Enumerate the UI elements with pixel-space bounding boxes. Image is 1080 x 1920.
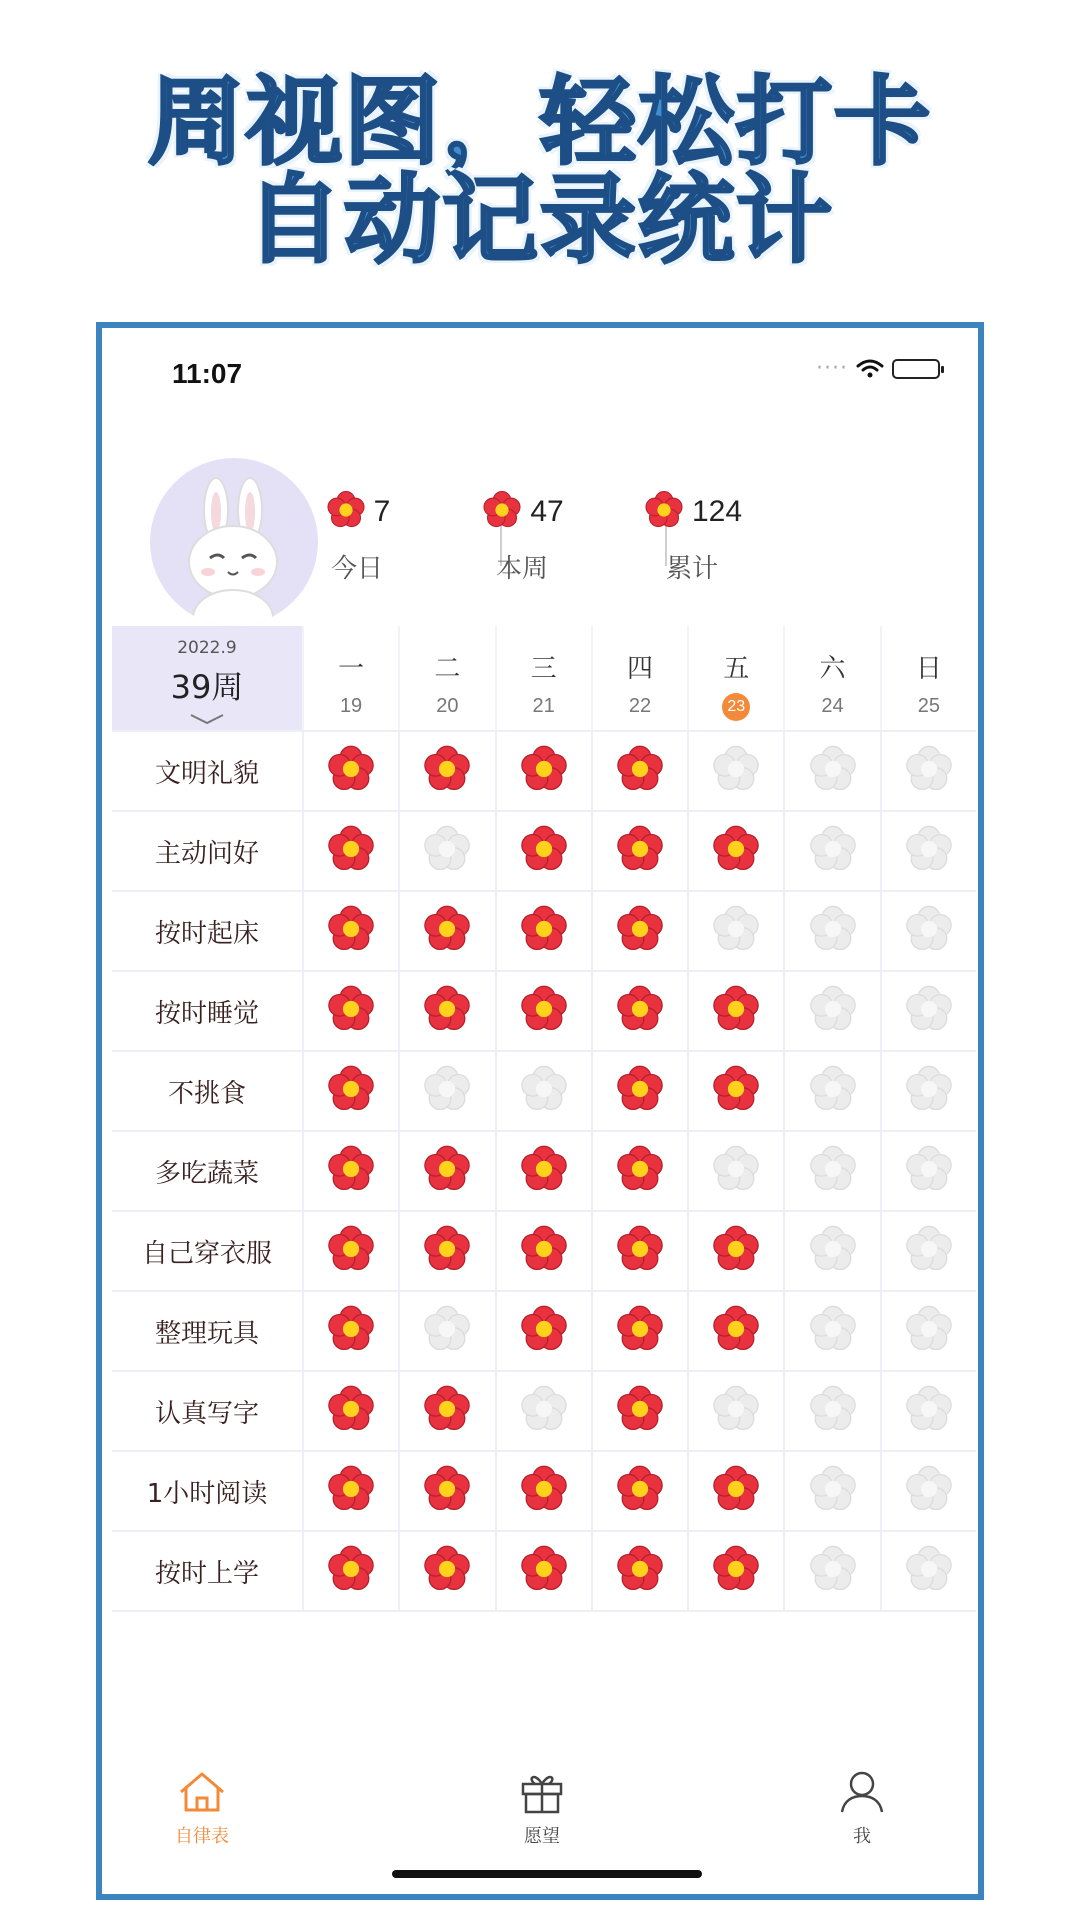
flower-checked-cell[interactable] xyxy=(687,1532,783,1610)
day-name: 日 xyxy=(915,654,942,684)
flower-unchecked-cell[interactable] xyxy=(880,812,976,890)
flower-unchecked-cell[interactable] xyxy=(783,1452,879,1530)
flower-checked-cell[interactable] xyxy=(591,1132,687,1210)
red-flower-icon xyxy=(420,1222,474,1280)
phone-screen xyxy=(96,322,984,1900)
habit-name[interactable]: 按时睡觉 xyxy=(154,998,259,1029)
grey-flower-icon xyxy=(806,1222,860,1280)
flower-checked-cell[interactable] xyxy=(687,1212,783,1290)
stat-total-value: 124 xyxy=(691,495,743,528)
day-header-5 xyxy=(687,626,783,730)
tab-discipline[interactable] xyxy=(122,1768,282,1848)
grey-flower-icon xyxy=(806,1142,860,1200)
red-flower-icon xyxy=(613,1542,667,1600)
grey-flower-icon xyxy=(709,742,763,800)
flower-unchecked-cell[interactable] xyxy=(880,1132,976,1210)
flower-checked-cell[interactable] xyxy=(495,1132,591,1210)
flower-unchecked-cell[interactable] xyxy=(783,1292,879,1370)
flower-unchecked-cell[interactable] xyxy=(880,1372,976,1450)
flower-unchecked-cell[interactable] xyxy=(687,892,783,970)
red-flower-icon xyxy=(420,1542,474,1600)
grey-flower-icon xyxy=(902,1142,956,1200)
grey-flower-icon xyxy=(902,1382,956,1440)
day-name: 五 xyxy=(723,654,750,684)
red-flower-icon xyxy=(613,1382,667,1440)
headline-line-1: 周视图，轻松打卡 xyxy=(148,66,932,178)
red-flower-icon xyxy=(420,982,474,1040)
grey-flower-icon xyxy=(806,1382,860,1440)
stat-week-value: 47 xyxy=(530,495,564,528)
red-flower-icon xyxy=(613,822,667,880)
flower-checked-cell[interactable] xyxy=(591,1292,687,1370)
flower-checked-cell[interactable] xyxy=(398,1532,494,1610)
habit-rows xyxy=(112,730,976,1610)
signal-icon: ···· xyxy=(816,356,848,381)
red-flower-icon xyxy=(517,742,571,800)
habit-row xyxy=(112,1210,976,1290)
red-flower-icon xyxy=(613,1462,667,1520)
red-flower-icon xyxy=(324,982,378,1040)
flower-checked-cell[interactable] xyxy=(591,892,687,970)
habit-name[interactable]: 不挑食 xyxy=(167,1078,246,1109)
flower-checked-cell[interactable] xyxy=(398,1372,494,1450)
flower-checked-cell[interactable] xyxy=(591,1052,687,1130)
flower-checked-cell[interactable] xyxy=(495,812,591,890)
flower-unchecked-cell[interactable] xyxy=(880,1532,976,1610)
stat-today-value: 7 xyxy=(373,495,391,528)
flower-checked-cell[interactable] xyxy=(398,1452,494,1530)
red-flower-icon xyxy=(517,1542,571,1600)
flower-checked-cell[interactable] xyxy=(495,892,591,970)
habit-name[interactable]: 多吃蔬菜 xyxy=(154,1158,259,1189)
day-name: 一 xyxy=(338,654,365,684)
flower-unchecked-cell[interactable] xyxy=(783,892,879,970)
flower-unchecked-cell[interactable] xyxy=(783,1212,879,1290)
habit-row xyxy=(112,970,976,1050)
stat-today-label: 今日 xyxy=(330,554,383,584)
today-date-badge: 23 xyxy=(722,693,750,721)
flower-icon xyxy=(642,488,686,536)
red-flower-icon xyxy=(324,742,378,800)
flower-unchecked-cell[interactable] xyxy=(398,1052,494,1130)
stat-total xyxy=(617,488,767,585)
battery-icon xyxy=(892,359,940,379)
grey-flower-icon xyxy=(902,1302,956,1360)
flower-checked-cell[interactable] xyxy=(495,732,591,810)
flower-checked-cell[interactable] xyxy=(687,1052,783,1130)
bottom-tab-bar xyxy=(102,1768,978,1878)
habit-name[interactable]: 认真写字 xyxy=(154,1398,259,1429)
grey-flower-icon xyxy=(806,1542,860,1600)
flower-checked-cell[interactable] xyxy=(398,892,494,970)
day-header-1 xyxy=(302,626,398,730)
status-time: 11:07 xyxy=(172,358,243,389)
habit-name[interactable]: 自己穿衣服 xyxy=(141,1238,272,1269)
person-icon xyxy=(835,1768,889,1816)
red-flower-icon xyxy=(709,1462,763,1520)
grid-bottom-border xyxy=(112,1610,976,1612)
status-icons xyxy=(816,356,940,381)
red-flower-icon xyxy=(709,1302,763,1360)
grey-flower-icon xyxy=(420,1302,474,1360)
grey-flower-icon xyxy=(902,1462,956,1520)
red-flower-icon xyxy=(517,1142,571,1200)
grey-flower-icon xyxy=(806,902,860,960)
grey-flower-icon xyxy=(902,1062,956,1120)
day-date: 25 xyxy=(917,695,940,717)
day-headers xyxy=(302,626,976,730)
red-flower-icon xyxy=(517,902,571,960)
stat-today xyxy=(282,488,432,585)
red-flower-icon xyxy=(517,822,571,880)
flower-checked-cell[interactable] xyxy=(302,1532,398,1610)
day-date: 22 xyxy=(628,695,652,717)
habit-name[interactable]: 1小时阅读 xyxy=(146,1478,268,1509)
home-indicator[interactable] xyxy=(392,1870,702,1878)
tab-me-label: 我 xyxy=(853,1826,871,1847)
red-flower-icon xyxy=(420,1142,474,1200)
flower-checked-cell[interactable] xyxy=(495,1532,591,1610)
habit-name[interactable]: 整理玩具 xyxy=(154,1318,259,1349)
habit-name[interactable]: 主动问好 xyxy=(154,838,259,869)
red-flower-icon xyxy=(709,1222,763,1280)
flower-unchecked-cell[interactable] xyxy=(783,972,879,1050)
week-selector[interactable] xyxy=(112,626,302,730)
flower-unchecked-cell[interactable] xyxy=(495,1052,591,1130)
flower-checked-cell[interactable] xyxy=(495,1292,591,1370)
habit-row xyxy=(112,1450,976,1530)
flower-unchecked-cell[interactable] xyxy=(783,732,879,810)
flower-checked-cell[interactable] xyxy=(302,1292,398,1370)
grey-flower-icon xyxy=(806,1462,860,1520)
tab-discipline-label: 自律表 xyxy=(175,1826,229,1847)
grey-flower-icon xyxy=(420,1062,474,1120)
habit-name[interactable]: 按时起床 xyxy=(154,918,259,949)
red-flower-icon xyxy=(324,1142,378,1200)
flower-checked-cell[interactable] xyxy=(687,1292,783,1370)
red-flower-icon xyxy=(324,1382,378,1440)
red-flower-icon xyxy=(324,902,378,960)
flower-unchecked-cell[interactable] xyxy=(880,732,976,810)
day-name: 四 xyxy=(626,654,653,684)
grey-flower-icon xyxy=(902,822,956,880)
flower-checked-cell[interactable] xyxy=(302,1452,398,1530)
flower-icon xyxy=(324,488,368,536)
flower-checked-cell[interactable] xyxy=(302,1132,398,1210)
red-flower-icon xyxy=(420,742,474,800)
red-flower-icon xyxy=(709,1542,763,1600)
flower-checked-cell[interactable] xyxy=(591,1212,687,1290)
grey-flower-icon xyxy=(806,1302,860,1360)
habit-row xyxy=(112,1290,976,1370)
flower-checked-cell[interactable] xyxy=(495,1212,591,1290)
grid-header xyxy=(112,626,976,730)
red-flower-icon xyxy=(517,982,571,1040)
red-flower-icon xyxy=(613,742,667,800)
flower-unchecked-cell[interactable] xyxy=(687,1132,783,1210)
flower-unchecked-cell[interactable] xyxy=(880,892,976,970)
day-name: 二 xyxy=(434,654,461,684)
flower-checked-cell[interactable] xyxy=(302,1212,398,1290)
grey-flower-icon xyxy=(709,902,763,960)
flower-unchecked-cell[interactable] xyxy=(687,732,783,810)
flower-checked-cell[interactable] xyxy=(495,972,591,1050)
day-name: 六 xyxy=(819,654,846,684)
flower-checked-cell[interactable] xyxy=(591,1532,687,1610)
red-flower-icon xyxy=(420,1382,474,1440)
red-flower-icon xyxy=(324,1062,378,1120)
day-header-3 xyxy=(495,626,591,730)
grey-flower-icon xyxy=(806,822,860,880)
red-flower-icon xyxy=(517,1302,571,1360)
day-header-7 xyxy=(880,626,976,730)
red-flower-icon xyxy=(517,1462,571,1520)
week-year-month: 2022.9 xyxy=(177,638,237,658)
grey-flower-icon xyxy=(517,1382,571,1440)
day-header-4 xyxy=(591,626,687,730)
habit-row xyxy=(112,810,976,890)
grey-flower-icon xyxy=(709,1142,763,1200)
flower-checked-cell[interactable] xyxy=(302,972,398,1050)
home-icon xyxy=(175,1768,229,1816)
grey-flower-icon xyxy=(902,742,956,800)
red-flower-icon xyxy=(613,1302,667,1360)
red-flower-icon xyxy=(324,822,378,880)
day-date: 21 xyxy=(532,695,555,717)
flower-icon xyxy=(480,488,524,536)
flower-checked-cell[interactable] xyxy=(302,1372,398,1450)
red-flower-icon xyxy=(613,902,667,960)
day-date: 19 xyxy=(339,695,363,717)
flower-checked-cell[interactable] xyxy=(687,972,783,1050)
flower-unchecked-cell[interactable] xyxy=(880,1052,976,1130)
day-date: 20 xyxy=(436,695,459,717)
flower-unchecked-cell[interactable] xyxy=(783,1532,879,1610)
flower-unchecked-cell[interactable] xyxy=(783,1132,879,1210)
grey-flower-icon xyxy=(420,822,474,880)
stat-week-label: 本周 xyxy=(495,554,548,584)
flower-checked-cell[interactable] xyxy=(398,1132,494,1210)
flower-checked-cell[interactable] xyxy=(591,732,687,810)
flower-unchecked-cell[interactable] xyxy=(880,1212,976,1290)
red-flower-icon xyxy=(613,1222,667,1280)
habit-row xyxy=(112,1050,976,1130)
flower-checked-cell[interactable] xyxy=(591,1372,687,1450)
gift-icon xyxy=(515,1768,569,1816)
red-flower-icon xyxy=(324,1542,378,1600)
day-name: 三 xyxy=(530,654,557,684)
habit-name[interactable]: 按时上学 xyxy=(154,1558,259,1589)
tab-me[interactable] xyxy=(782,1768,942,1848)
wifi-icon xyxy=(856,359,884,379)
grey-flower-icon xyxy=(517,1062,571,1120)
grey-flower-icon xyxy=(902,1542,956,1600)
red-flower-icon xyxy=(613,1062,667,1120)
red-flower-icon xyxy=(324,1462,378,1520)
grey-flower-icon xyxy=(709,1382,763,1440)
grey-flower-icon xyxy=(806,1062,860,1120)
grey-flower-icon xyxy=(902,1222,956,1280)
flower-unchecked-cell[interactable] xyxy=(687,1372,783,1450)
grey-flower-icon xyxy=(902,902,956,960)
tab-wish-label: 愿望 xyxy=(524,1826,560,1847)
flower-unchecked-cell[interactable] xyxy=(398,1292,494,1370)
red-flower-icon xyxy=(709,822,763,880)
flower-checked-cell[interactable] xyxy=(687,812,783,890)
flower-unchecked-cell[interactable] xyxy=(880,1452,976,1530)
day-header-2 xyxy=(398,626,494,730)
headline-line-2: 自动记录统计 xyxy=(246,164,834,276)
flower-checked-cell[interactable] xyxy=(687,1452,783,1530)
flower-checked-cell[interactable] xyxy=(495,1452,591,1530)
red-flower-icon xyxy=(613,1142,667,1200)
flower-unchecked-cell[interactable] xyxy=(783,1052,879,1130)
red-flower-icon xyxy=(324,1222,378,1280)
grey-flower-icon xyxy=(806,742,860,800)
stat-total-label: 累计 xyxy=(665,554,718,584)
red-flower-icon xyxy=(324,1302,378,1360)
flower-unchecked-cell[interactable] xyxy=(880,972,976,1050)
red-flower-icon xyxy=(517,1222,571,1280)
flower-checked-cell[interactable] xyxy=(398,972,494,1050)
week-number: 39周 xyxy=(170,668,244,706)
flower-unchecked-cell[interactable] xyxy=(495,1372,591,1450)
flower-checked-cell[interactable] xyxy=(591,812,687,890)
flower-checked-cell[interactable] xyxy=(302,812,398,890)
red-flower-icon xyxy=(709,1062,763,1120)
red-flower-icon xyxy=(420,1462,474,1520)
flower-unchecked-cell[interactable] xyxy=(783,812,879,890)
flower-checked-cell[interactable] xyxy=(302,732,398,810)
red-flower-icon xyxy=(709,982,763,1040)
flower-unchecked-cell[interactable] xyxy=(880,1292,976,1370)
habit-row xyxy=(112,1530,976,1610)
flower-checked-cell[interactable] xyxy=(302,892,398,970)
flower-checked-cell[interactable] xyxy=(591,972,687,1050)
red-flower-icon xyxy=(420,902,474,960)
flower-unchecked-cell[interactable] xyxy=(398,812,494,890)
habit-row xyxy=(112,890,976,970)
habit-row xyxy=(112,1370,976,1450)
habit-row xyxy=(112,730,976,810)
habit-row xyxy=(112,1130,976,1210)
habit-name[interactable]: 文明礼貌 xyxy=(154,758,259,789)
grey-flower-icon xyxy=(902,982,956,1040)
flower-checked-cell[interactable] xyxy=(591,1452,687,1530)
red-flower-icon xyxy=(613,982,667,1040)
flower-checked-cell[interactable] xyxy=(398,732,494,810)
flower-checked-cell[interactable] xyxy=(302,1052,398,1130)
flower-unchecked-cell[interactable] xyxy=(783,1372,879,1450)
tab-wish[interactable] xyxy=(462,1768,622,1848)
stat-week xyxy=(447,488,597,585)
chevron-down-icon xyxy=(187,712,227,726)
day-date: 24 xyxy=(821,695,844,717)
day-header-6 xyxy=(783,626,879,730)
grey-flower-icon xyxy=(806,982,860,1040)
week-checkin-grid xyxy=(112,626,976,1612)
flower-checked-cell[interactable] xyxy=(398,1212,494,1290)
